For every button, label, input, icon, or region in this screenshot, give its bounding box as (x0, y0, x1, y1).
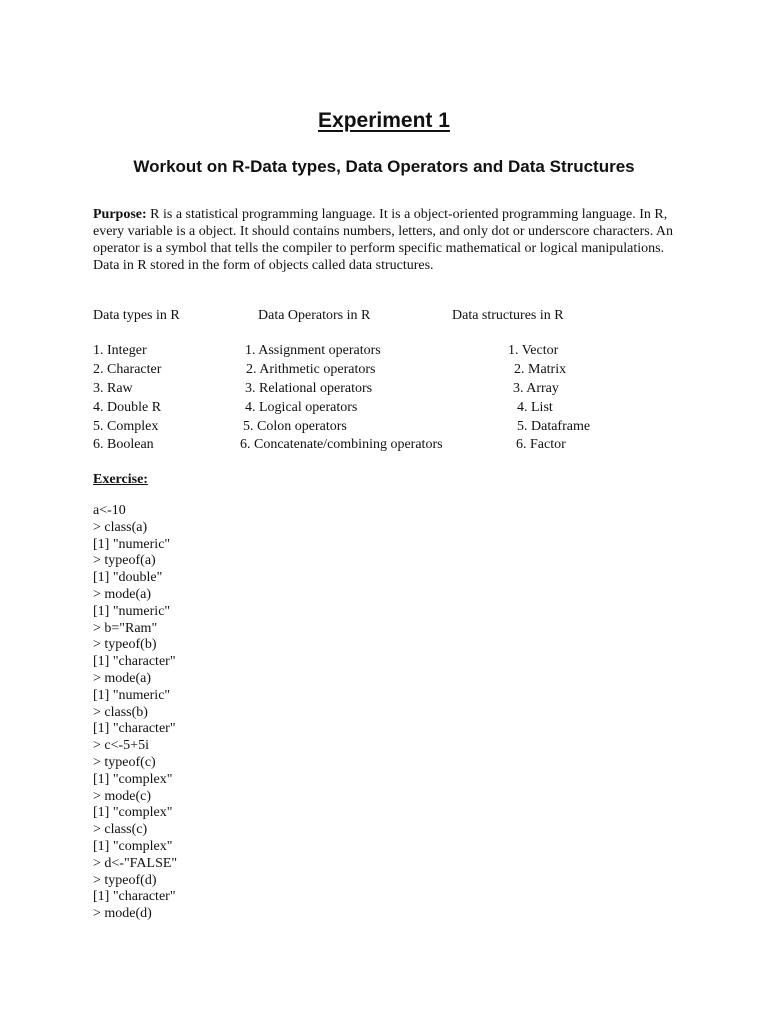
code-line: [1] "double" (93, 570, 163, 586)
operator-item: 5. Colon operators (243, 419, 347, 434)
code-line: a<-10 (93, 503, 126, 518)
code-line: > mode(a) (93, 670, 152, 686)
code-line: > b="Ram" (93, 620, 158, 636)
data-type-item: 3. Raw (93, 381, 133, 396)
code-line: > typeof(a) (93, 553, 156, 569)
exercise-code (93, 503, 177, 923)
code-line: > mode(c) (93, 788, 152, 804)
code-line: > c<-5+5i (93, 738, 149, 754)
code-line: [1] "numeric" (93, 536, 171, 552)
code-line: [1] "complex" (93, 771, 173, 787)
code-line: > typeof(b) (93, 637, 157, 653)
code-line: > d<-"FALSE" (93, 855, 178, 871)
operator-item: 3. Relational operators (245, 381, 373, 396)
structure-item: 2. Matrix (514, 362, 567, 377)
page-subtitle: Workout on R-Data types, Data Operators and Data Structures (133, 157, 635, 176)
structure-item: 5. Dataframe (517, 419, 591, 434)
code-line: [1] "complex" (93, 838, 173, 854)
operator-item: 4. Logical operators (245, 400, 358, 415)
page-title: Experiment 1 (318, 109, 450, 132)
code-line: [1] "complex" (93, 805, 173, 821)
data-types-header: Data types in R (93, 308, 180, 323)
purpose-paragraph (93, 206, 678, 274)
structure-item: 6. Factor (516, 437, 566, 452)
code-line: > typeof(d) (93, 872, 157, 888)
code-line: [1] "numeric" (93, 687, 171, 703)
purpose-label: Purpose: (93, 207, 147, 222)
code-line: [1] "character" (93, 889, 176, 905)
exercise-heading: Exercise: (93, 472, 148, 487)
operator-item: 6. Concatenate/combining operators (240, 437, 443, 452)
code-line: [1] "character" (93, 654, 176, 670)
purpose-text: R is a statistical programming language. It is a object-oriented programming language. In R, every variable is a object. It should contains numbers, letters, and only dot or underscore characters. An operator is a symbol that tells the compiler to perform specific mathematical or logical manipulations. Data in R stored in the form of objects called data structures. (93, 207, 674, 273)
operators-header: Data Operators in R (258, 308, 371, 323)
operator-item: 1. Assignment operators (245, 343, 381, 358)
code-line: > class(c) (93, 822, 148, 838)
structure-item: 3. Array (513, 381, 559, 396)
code-line: > typeof(c) (93, 754, 156, 770)
operator-item: 2. Arithmetic operators (246, 362, 376, 377)
code-line: > mode(a) (93, 586, 152, 602)
code-line: [1] "numeric" (93, 603, 171, 619)
data-type-item: 4. Double R (93, 400, 162, 415)
code-line: > mode(d) (93, 906, 152, 922)
code-line: [1] "character" (93, 721, 176, 737)
data-type-item: 5. Complex (93, 419, 159, 434)
data-type-item: 1. Integer (93, 343, 147, 358)
code-line: > class(b) (93, 704, 148, 720)
data-type-item: 2. Character (93, 362, 162, 377)
structure-item: 1. Vector (508, 343, 559, 358)
code-line: > class(a) (93, 519, 148, 535)
data-type-item: 6. Boolean (93, 437, 154, 452)
structure-item: 4. List (517, 400, 553, 415)
structures-header: Data structures in R (452, 308, 564, 323)
